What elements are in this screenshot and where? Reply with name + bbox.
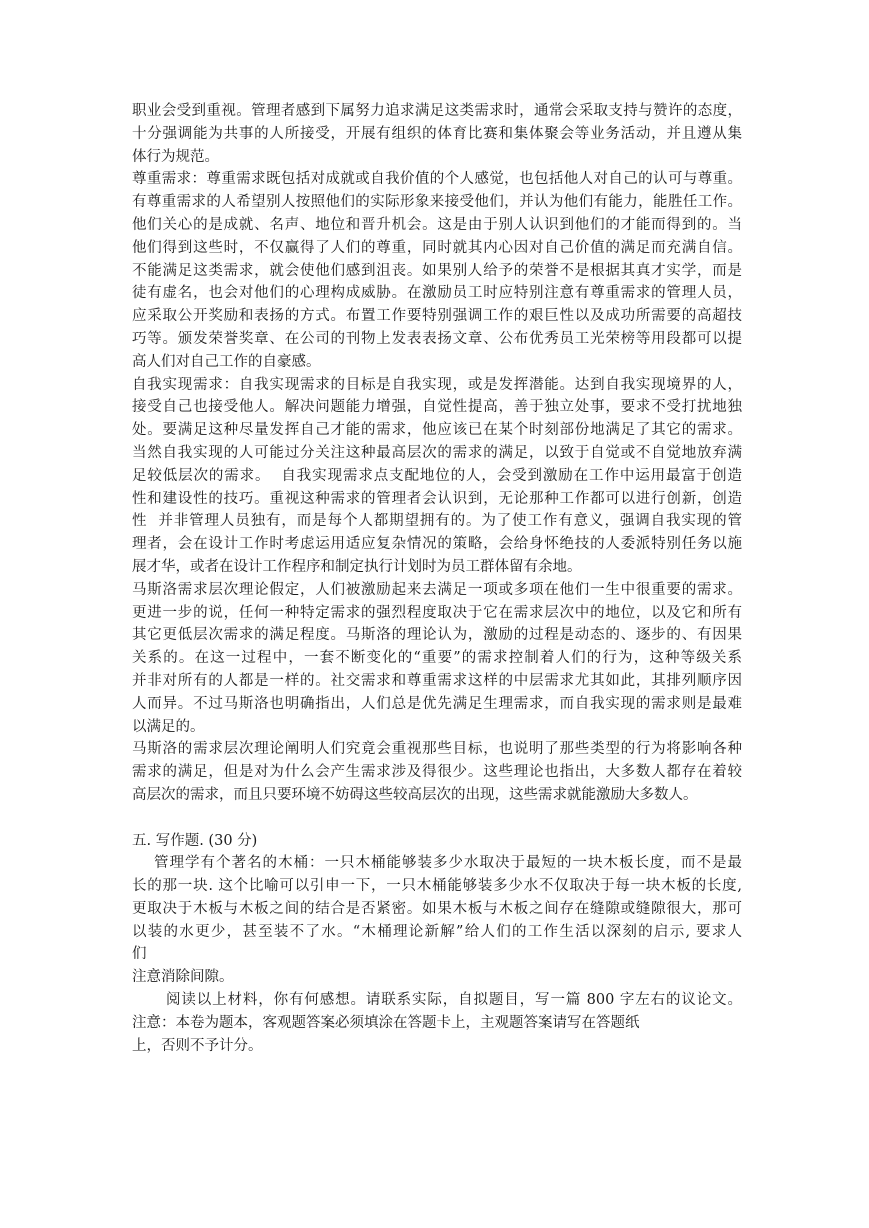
paragraph-self-actualization xyxy=(132,374,742,579)
text-line: 处。要满足这种尽量发挥自己才能的需求，他应该已在某个时刻部份地满足了其它的需求。 xyxy=(132,422,742,439)
text-line: 有尊重需求的人希望别人按照他们的实际形象来接受他们，并认为他们有能力，能胜任工作。 xyxy=(132,194,742,211)
text-line: 不能满足这类需求，就会使他们感到沮丧。如果别人给予的荣誉不是根据其真才实学，而是 xyxy=(132,262,742,279)
text-line: 徒有虚名，也会对他们的心理构成威胁。在激励员工时应特别注意有尊重需求的管理人员， xyxy=(132,285,742,302)
writing-task: 阅读以上材料，你有何感想。请联系实际，自拟题目，写一篇 800 字左右的议论文。 xyxy=(166,992,742,1009)
text-line: 理者，会在设计工作时考虑运用适应复杂情况的策略，会给身怀绝技的人委派特别任务以施 xyxy=(132,536,742,553)
text-line: 应采取公开奖励和表扬的方式。布置工作要特别强调工作的艰巨性以及成功所需要的高超技 xyxy=(132,308,742,325)
text-line: 他们得到这些时，不仅赢得了人们的尊重，同时就其内心因对自己价值的满足而充满自信。 xyxy=(132,239,742,256)
text-line: 注意：本卷为题本，客观题答案必须填涂在答题卡上，主观题答案请写在答题纸 xyxy=(132,1014,640,1031)
text-line: 们 xyxy=(132,946,147,963)
paragraph-esteem-needs xyxy=(132,168,742,373)
text-line: 体行为规范。 xyxy=(132,148,219,165)
text-line: 马斯洛的需求层次理论阐明人们究竟会重视那些目标，也说明了那些类型的行为将影响各种 xyxy=(132,741,742,758)
text-line: 接受自己也接受他人。解决问题能力增强，自觉性提高，善于独立处事，要求不受打扰地独 xyxy=(132,399,742,416)
paragraph-maslow-summary xyxy=(132,738,742,806)
text-line: 马斯洛需求层次理论假定，人们被激励起来去满足一项或多项在他们一生中很重要的需求。 xyxy=(132,581,742,598)
text-line: 他们关心的是成就、名声、地位和晋升机会。这是由于别人认识到他们的才能而得到的。当 xyxy=(132,216,742,233)
text-line: 更进一步的说，任何一种特定需求的强烈程度取决于它在需求层次中的地位，以及它和所有 xyxy=(132,604,742,621)
text-line: 足较低层次的需求。 自我实现需求点支配地位的人，会受到激励在工作中运用最富于创造 xyxy=(132,467,742,484)
document-page xyxy=(132,100,742,1057)
section-title: 五. 写作题. (30 分) xyxy=(132,832,258,849)
text-line: 巧等。颁发荣誉奖章、在公司的刊物上发表表扬文章、公布优秀员工光荣榜等用段都可以提 xyxy=(132,330,742,347)
text-line: 注意消除间隙。 xyxy=(132,969,234,986)
text-line: 其它更低层次需求的满足程度。马斯洛的理论认为，激励的过程是动态的、逐步的、有因果 xyxy=(132,627,742,644)
paragraph-gap xyxy=(132,807,742,830)
text-line: 高层次的需求，而且只要环境不妨碍这些较高层次的出现，这些需求就能激励大多数人。 xyxy=(132,786,698,803)
writing-prompt xyxy=(132,852,742,989)
text-line: 尊重需求：尊重需求既包括对成就或自我价值的个人感觉，也包括他人对自己的认可与尊重。 xyxy=(132,171,742,188)
text-line: 高人们对自己工作的自豪感。 xyxy=(132,353,321,370)
exam-notice xyxy=(132,1012,742,1058)
text-line: 以满足的。 xyxy=(132,718,205,735)
text-line: 需求的满足，但是对为什么会产生需求涉及得很少。这些理论也指出，大多数人都存在着较 xyxy=(132,764,742,781)
text-line: 展才华，或者在设计工作程序和制定执行计划时为员工群体留有余地。 xyxy=(132,558,582,575)
paragraph-social-needs-end xyxy=(132,100,742,168)
text-line: 关系的。在这一过程中，一套不断变化的“重要”的需求控制着人们的行为，这种等级关系 xyxy=(132,650,742,667)
text-line: 以装的水更少，甚至装不了水。“木桶理论新解”给人们的工作生活以深刻的启示, 要求人 xyxy=(132,923,742,940)
text-line: 并非对所有的人都是一样的。社交需求和尊重需求这样的中层需求尤其如此，其排列顺序因 xyxy=(132,672,742,689)
paragraph-maslow-theory xyxy=(132,579,742,739)
text-line: 性 并非管理人员独有，而是每个人都期望拥有的。为了使工作有意义，强调自我实现的管 xyxy=(132,513,742,530)
text-line: 当然自我实现的人可能过分关注这种最高层次的需求的满足，以致于自觉或不自觉地放弃满 xyxy=(132,444,742,461)
text-line: 管理学有个著名的木桶：一只木桶能够装多少水取决于最短的一块木板长度，而不是最 xyxy=(154,855,742,872)
text-line: 人而异。不过马斯洛也明确指出，人们总是优先满足生理需求，而自我实现的需求则是最难 xyxy=(132,695,742,712)
text-line: 十分强调能为共事的人所接受，开展有组织的体育比赛和集体聚会等业务活动，并且遵从集 xyxy=(132,125,742,142)
text-line: 性和建设性的技巧。重视这种需求的管理者会认识到，无论那种工作都可以进行创新，创造 xyxy=(132,490,742,507)
text-line: 更取决于木板与木板之间的结合是否紧密。如果木板与木板之间存在缝隙或缝隙很大，那可 xyxy=(132,900,742,917)
text-line: 上，否则不予计分。 xyxy=(132,1037,263,1054)
text-line: 长的那一块. 这个比喻可以引申一下，一只木桶能够装多少水不仅取决于每一块木板的长度, xyxy=(132,878,742,895)
text-line: 职业会受到重视。管理者感到下属努力追求满足这类需求时，通常会采取支持与赞许的态度， xyxy=(132,103,742,119)
text-line: 自我实现需求：自我实现需求的目标是自我实现，或是发挥潜能。达到自我实现境界的人， xyxy=(132,376,742,393)
